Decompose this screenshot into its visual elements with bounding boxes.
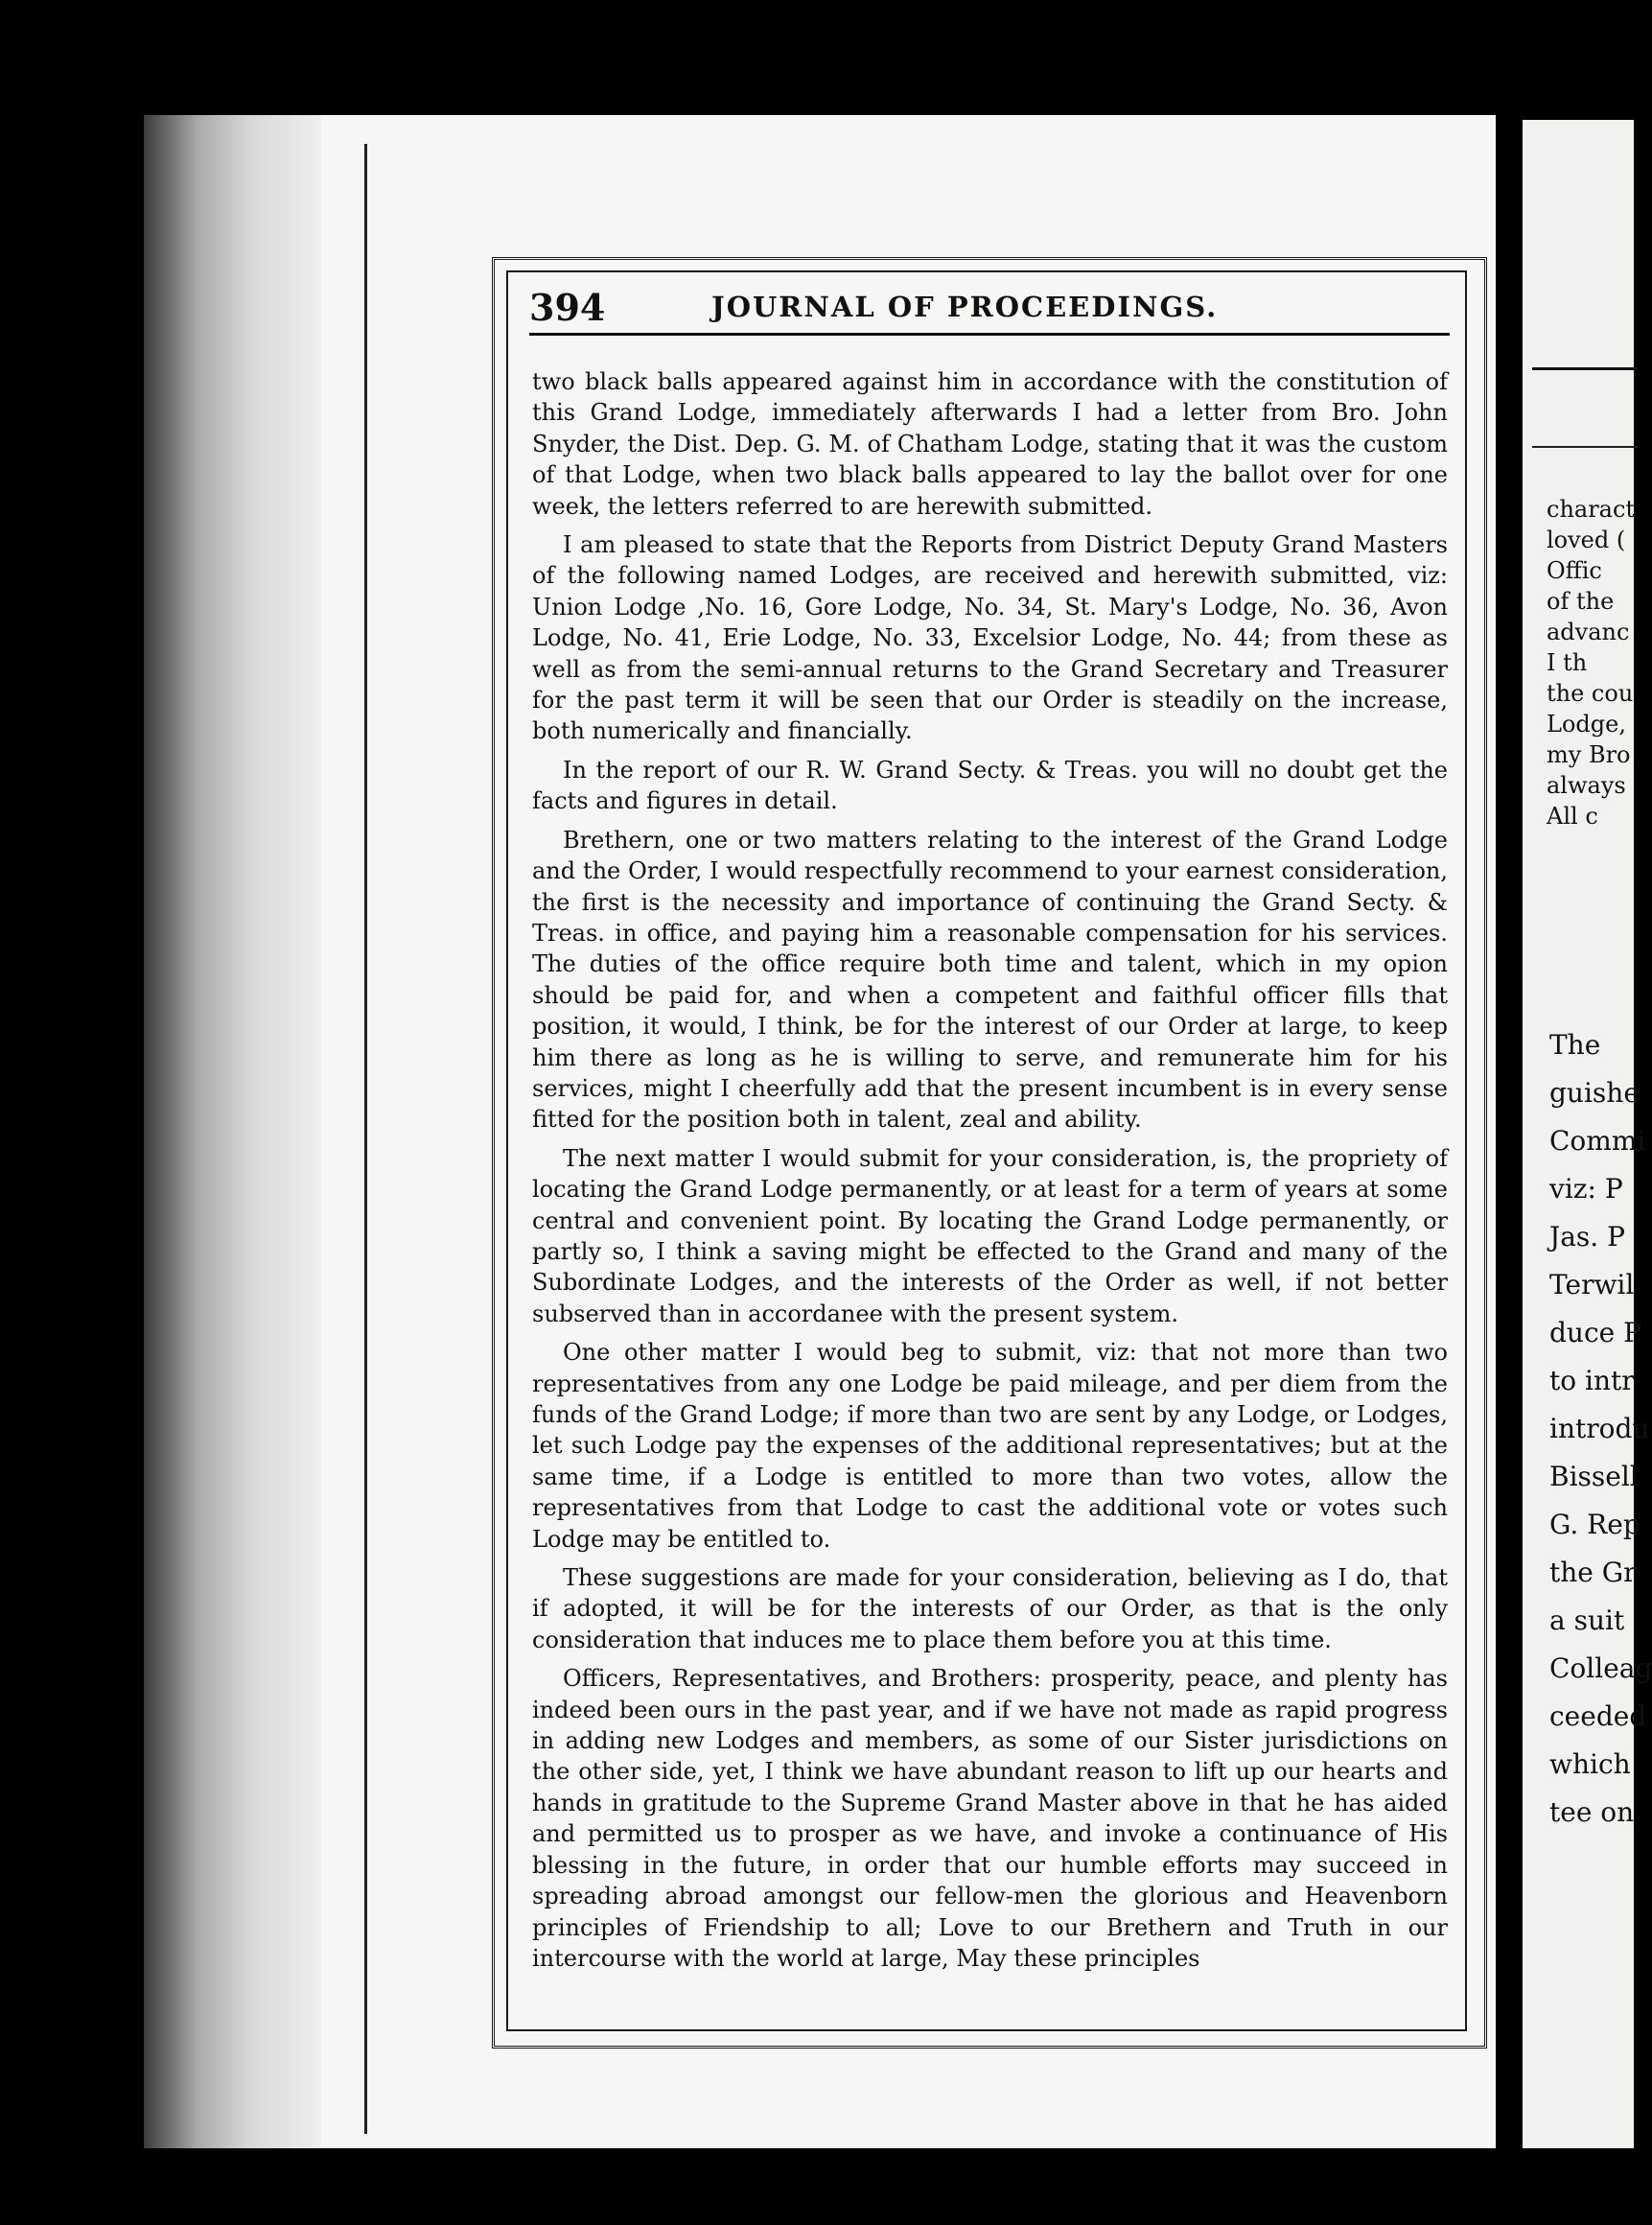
- facing-line: which: [1549, 1748, 1631, 1780]
- facing-line: guishe: [1549, 1077, 1640, 1109]
- facing-line: I th: [1547, 649, 1588, 676]
- paragraph: In the report of our R. W. Grand Secty. & Treas. you will no doubt get the facts and figures in detail.: [532, 756, 1448, 815]
- facing-page-strip: [1523, 120, 1652, 2148]
- facing-line: Offic: [1547, 557, 1602, 584]
- facing-line: duce P: [1549, 1317, 1641, 1348]
- facing-line: tee on: [1549, 1796, 1635, 1828]
- facing-line: my Bro: [1547, 741, 1631, 768]
- facing-line: loved (: [1547, 527, 1626, 553]
- header-rule: [529, 333, 1450, 336]
- body-text: [532, 366, 1448, 1981]
- facing-line: Lodge,: [1547, 711, 1626, 738]
- facing-page-text-bottom: [1549, 1021, 1652, 1837]
- facing-line: Jas. P: [1549, 1221, 1625, 1253]
- facing-line: The: [1549, 1029, 1601, 1061]
- facing-line: Bissell: [1549, 1461, 1639, 1492]
- facing-line: always: [1547, 772, 1626, 799]
- paragraph: I am pleased to state that the Reports from District Deputy Grand Masters of the following named Lodges, are received and herewith submitted, viz: Union Lodge ,No. 16, Gore Lodge, No. 34, St. Mary's Lodge, No. 36, Avon Lodge, No. 41, Erie Lodge, No. 33, Excelsior Lodge, No. 44; from these as well as from the semi-annual returns to the Grand Secretary and Treasurer for the past term it will be seen that our Order is steadily on the increase, both numerically and financially.: [532, 531, 1448, 745]
- facing-line: charact: [1547, 496, 1636, 523]
- facing-line: viz: P: [1549, 1173, 1623, 1205]
- facing-line: G. Rep: [1549, 1509, 1640, 1540]
- paragraph: One other matter I would beg to submit, viz: that not more than two representatives from any one Lodge be paid mileage, and per diem from the funds of the Grand Lodge; if more than two are sent by any Lodge, or Lodges, let such Lodge pay the expenses of the additional representatives; but at the same time, if a Lodge is entitled to more than two votes, allow the representatives from that Lodge to cast the additional vote or votes such Lodge may be entitled to.: [532, 1339, 1448, 1553]
- page-number: 394: [529, 285, 606, 329]
- facing-line: introdu: [1549, 1413, 1650, 1444]
- facing-line: the Gr: [1549, 1557, 1637, 1588]
- paragraph: Brethern, one or two matters relating to the interest of the Grand Lodge and the Order, I would respectfully recommend to your earnest consideration, the first is the necessity and importance of continuing the Grand Secty. & Treas. in office, and paying him a reasonable compensation for his services. The duties of the office require both time and talent, which in my opion should be paid for, and when a competent and faithful officer fills that position, it would, I think, be for the interest of our Order at large, to keep him there as long as he is willing to serve, and remunerate him for his services, might I cheerfully add that the present incumbent is in every sense fitted for the position both in talent, zeal and ability.: [532, 826, 1448, 1134]
- facing-line: to intr: [1549, 1365, 1635, 1396]
- scan-left-margin: [144, 115, 321, 2148]
- facing-page-rule: [1532, 446, 1638, 448]
- paragraph: The next matter I would submit for your consideration, is, the propriety of locating the Grand Lodge permanently, or at least for a term of years at some central and convenient point. By locating the Grand Lodge permanently, or partly so, I think a saving might be effected to the Grand and many of the Subordinate Lodges, and the interests of the Order as well, if not better subserved than in accordanee with the present system.: [532, 1144, 1448, 1327]
- facing-line: ceeded: [1549, 1700, 1647, 1732]
- running-head: JOURNAL OF PROCEEDINGS.: [711, 291, 1219, 323]
- facing-line: All c: [1547, 803, 1598, 830]
- facing-line: Terwil: [1549, 1269, 1635, 1300]
- facing-line: the cou: [1547, 680, 1634, 707]
- paragraph: Officers, Representatives, and Brothers: prosperity, peace, and plenty has indeed been ours in the past year, and if we have not made as rapid progress in adding new Lodges and members, as some of our Sister jurisdictions on the other side, yet, I think we have abundant reason to lift up our hearts and hands in gratitude to the Supreme Grand Master above in that he has aided and permitted us to prosper as we have, and invoke a continuance of His blessing in the future, in order that our humble efforts may succeed in spreading abroad amongst our fellow-men the glorious and Heavenborn principles of Friendship to all; Love to our Brethern and Truth in our intercourse with the world at large, May these principles: [532, 1665, 1448, 1972]
- facing-line: advanc: [1547, 619, 1630, 645]
- facing-line: Colleag: [1549, 1652, 1652, 1684]
- facing-line: Commi: [1549, 1125, 1646, 1157]
- facing-page-rule: [1532, 367, 1638, 370]
- facing-page-text-top: [1547, 494, 1635, 831]
- facing-line: a suit: [1549, 1604, 1625, 1636]
- paragraph: two black balls appeared against him in accordance with the constitution of this Grand Lodge, immediately afterwards I had a letter from Bro. John Snyder, the Dist. Dep. G. M. of Chatham Lodge, stating that it was the custom of that Lodge, when two black balls appeared to lay the ballot over for one week, the letters referred to are herewith submitted.: [532, 368, 1448, 520]
- facing-line: of the: [1547, 588, 1615, 615]
- paragraph: These suggestions are made for your consideration, believing as I do, that if adopted, it will be for the interests of our Order, as that is the only consideration that induces me to place them before you at this time.: [532, 1564, 1448, 1653]
- page-header: [529, 278, 1450, 336]
